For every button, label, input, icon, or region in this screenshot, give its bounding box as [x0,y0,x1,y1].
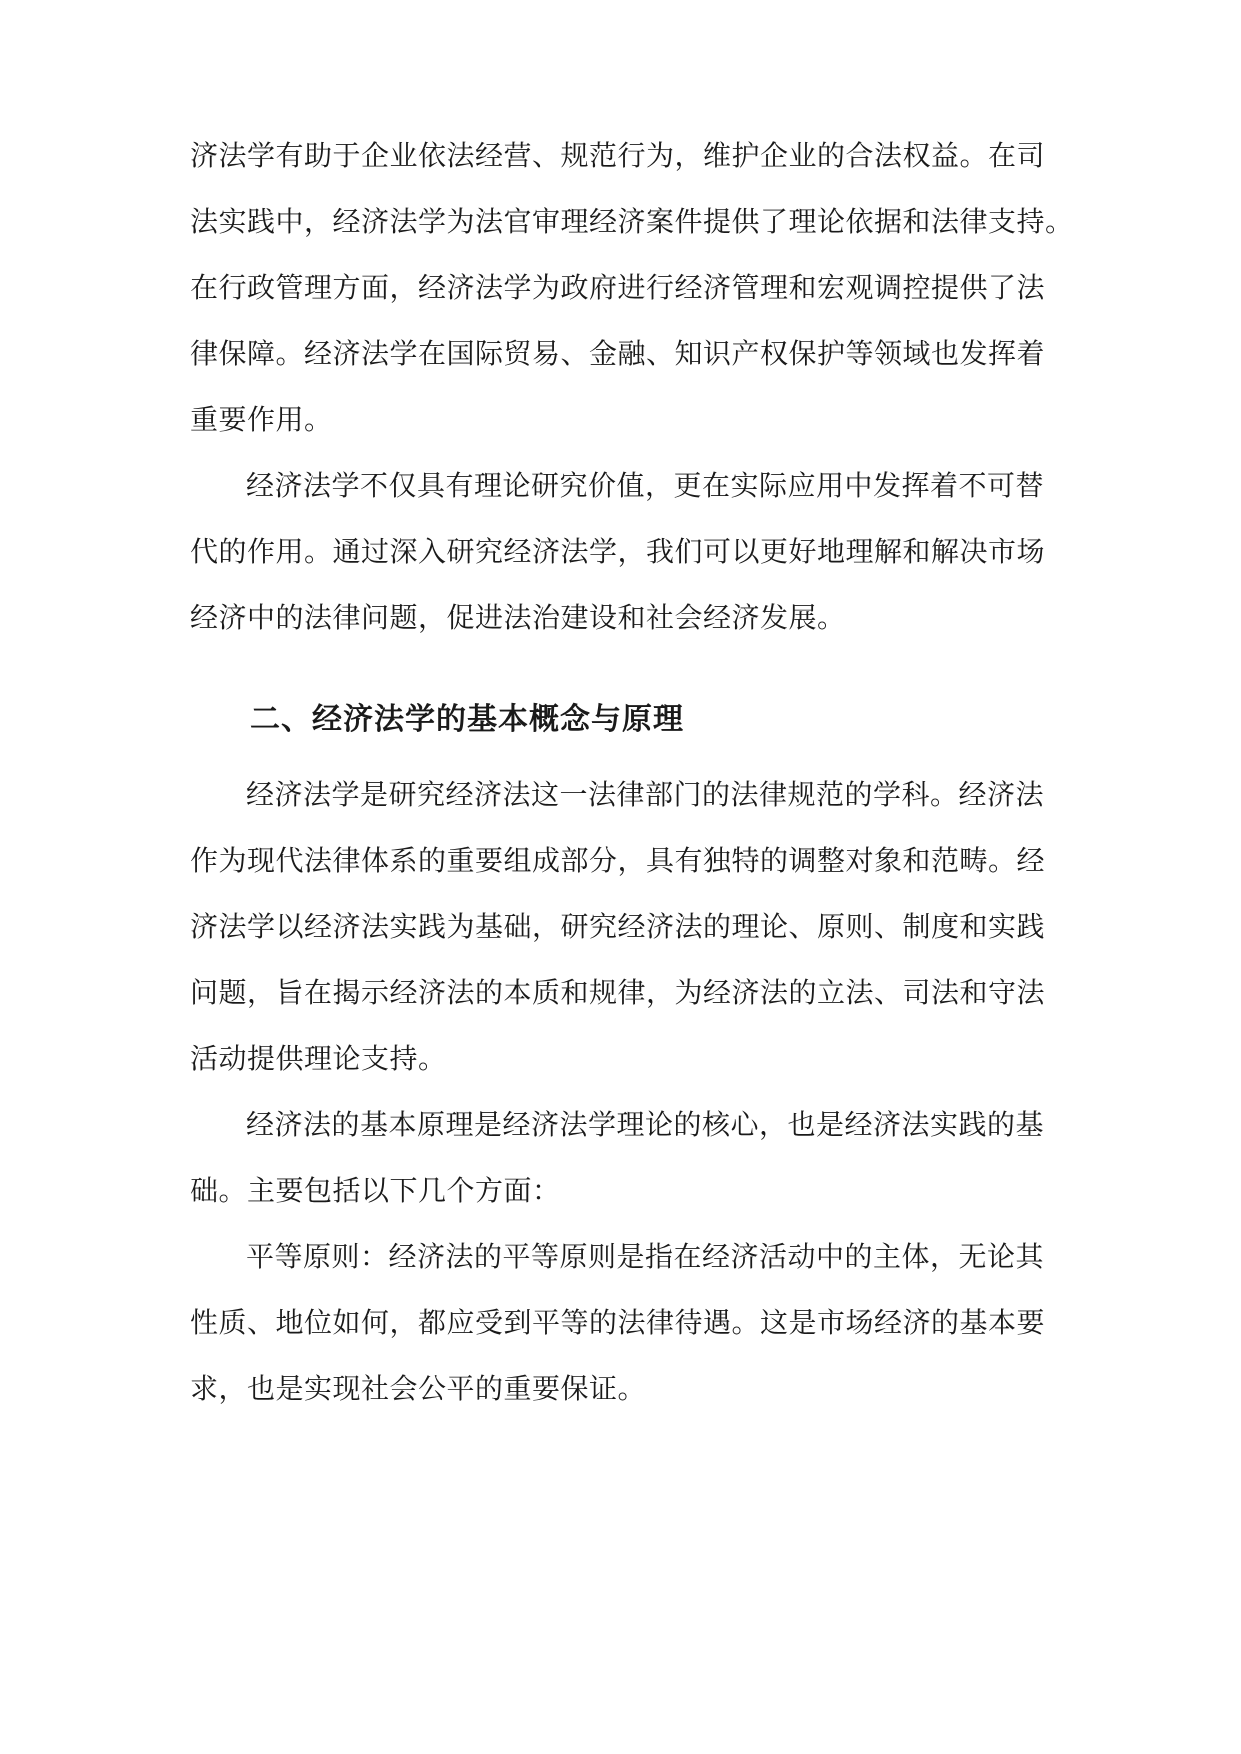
paragraph-line: 作为现代法律体系的重要组成部分，具有独特的调整对象和范畴。经 [190,844,1046,877]
paragraph-line: 在行政管理方面，经济法学为政府进行经济管理和宏观调控提供了法 [190,271,1046,304]
paragraph-line: 济法学以经济法实践为基础，研究经济法的理论、原则、制度和实践 [190,910,1046,943]
paragraph-line: 经济法学是研究经济法这一法律部门的法律规范的学科。经济法 [246,778,1045,811]
paragraph-line: 求，也是实现社会公平的重要保证。 [190,1372,647,1405]
paragraph-line: 经济中的法律问题，促进法治建设和社会经济发展。 [190,601,846,634]
paragraph-line: 性质、地位如何，都应受到平等的法律待遇。这是市场经济的基本要 [190,1306,1046,1339]
paragraph-line: 经济法的基本原理是经济法学理论的核心，也是经济法实践的基 [246,1108,1045,1141]
paragraph-line: 济法学有助于企业依法经营、规范行为，维护企业的合法权益。在司 [190,139,1046,172]
paragraph-line: 律保障。经济法学在国际贸易、金融、知识产权保护等领域也发挥着 [190,337,1046,370]
paragraph-line: 问题，旨在揭示经济法的本质和规律，为经济法的立法、司法和守法 [190,976,1046,1009]
paragraph-line: 代的作用。通过深入研究经济法学，我们可以更好地理解和解决市场 [190,535,1046,568]
paragraph-line: 平等原则：经济法的平等原则是指在经济活动中的主体，无论其 [246,1240,1045,1273]
section-heading: 二、经济法学的基本概念与原理 [250,702,684,737]
paragraph-line: 础。主要包括以下几个方面： [190,1174,561,1207]
paragraph-line: 法实践中，经济法学为法官审理经济案件提供了理论依据和法律支持。 [190,205,1074,238]
paragraph-line: 经济法学不仅具有理论研究价值，更在实际应用中发挥着不可替 [246,469,1045,502]
paragraph-line: 重要作用。 [190,403,333,436]
paragraph-line: 活动提供理论支持。 [190,1042,447,1075]
